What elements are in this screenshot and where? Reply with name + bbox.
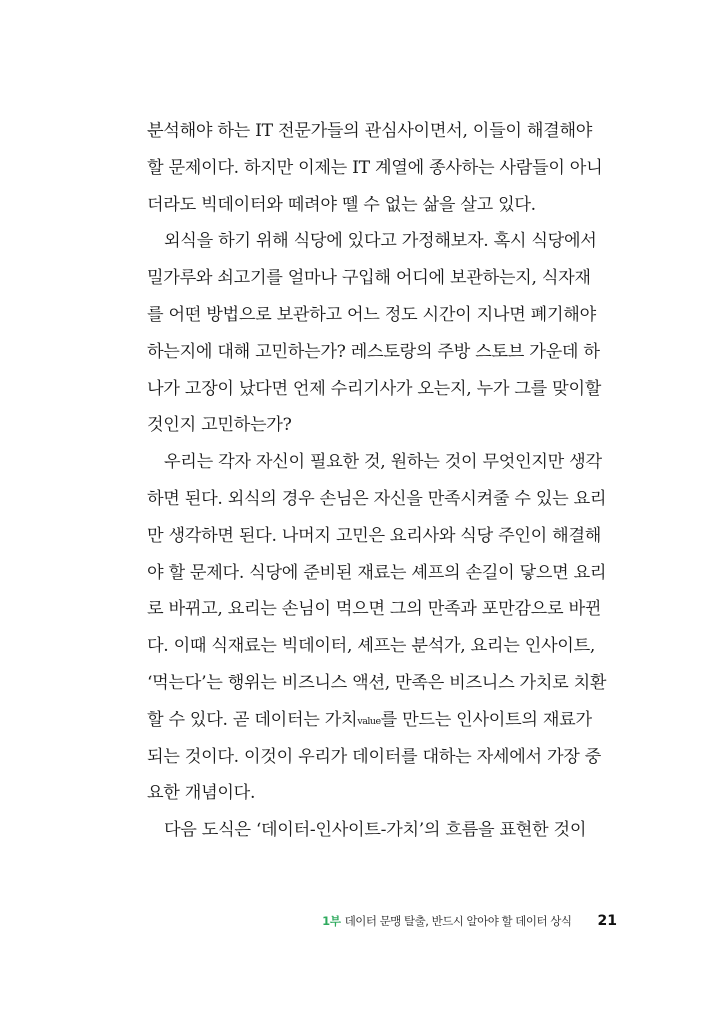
paragraph-start-line: 다음 도식은 ‘데이터-인사이트-가치’의 흐름을 표현한 것이	[164, 820, 587, 841]
running-footer	[322, 911, 617, 931]
text-line: ‘먹는다’는 행위는 비즈니스 액션, 만족은 비즈니스 가치로 치환	[147, 672, 607, 693]
paragraph-start-line: 외식을 하기 위해 식당에 있다고 가정해보자. 혹시 식당에서	[164, 231, 597, 252]
text-line: 할 문제이다. 하지만 이제는 IT 계열에 종사하는 사람들이 아니	[147, 157, 603, 178]
page-number: 21	[597, 913, 617, 929]
text-segment: 할 수 있다. 곧 데이터는 가치	[147, 709, 358, 730]
text-line: 분석해야 하는 IT 전문가들의 관심사이면서, 이들이 해결해야	[147, 121, 593, 141]
text-line-with-gloss	[147, 702, 617, 739]
english-gloss: value	[357, 715, 381, 727]
paragraph-start-line: 우리는 각자 자신이 필요한 것, 원하는 것이 무엇인지만 생각	[164, 452, 602, 473]
text-line: 되는 것이다. 이것이 우리가 데이터를 대하는 자세에서 가장 중	[147, 746, 602, 767]
text-line: 나가 고장이 났다면 언제 수리기사가 오는지, 누가 그를 맞이할	[147, 378, 602, 399]
text-line: 요한 개념이다.	[147, 783, 256, 804]
text-line: 로 바뀌고, 요리는 손님이 먹으면 그의 만족과 포만감으로 바뀐	[147, 599, 602, 620]
chapter-title: 데이터 문맹 탈출, 반드시 알아야 할 데이터 상식	[344, 914, 572, 928]
text-line: 를 어떤 방법으로 보관하고 어느 정도 시간이 지나면 폐기해야	[147, 304, 596, 325]
text-line: 더라도 빅데이터와 떼려야 뗄 수 없는 삶을 살고 있다.	[147, 194, 536, 215]
body-text	[147, 113, 617, 849]
text-segment: 를 만드는 인사이트의 재료가	[380, 709, 592, 730]
text-line: 밀가루와 쇠고기를 얼마나 구입해 어디에 보관하는지, 식자재	[147, 268, 591, 289]
text-line: 것인지 고민하는가?	[147, 415, 292, 436]
text-line: 다. 이때 식재료는 빅데이터, 셰프는 분석가, 요리는 인사이트,	[147, 636, 596, 657]
part-label: 1부	[322, 914, 341, 928]
text-line: 하는지에 대해 고민하는가? 레스토랑의 주방 스토브 가운데 하	[147, 341, 600, 362]
text-line: 하면 된다. 외식의 경우 손님은 자신을 만족시켜줄 수 있는 요리	[147, 488, 607, 509]
text-line: 야 할 문제다. 식당에 준비된 재료는 셰프의 손길이 닿으면 요리	[147, 562, 607, 583]
text-line: 만 생각하면 된다. 나머지 고민은 요리사와 식당 주인이 해결해	[147, 525, 602, 546]
